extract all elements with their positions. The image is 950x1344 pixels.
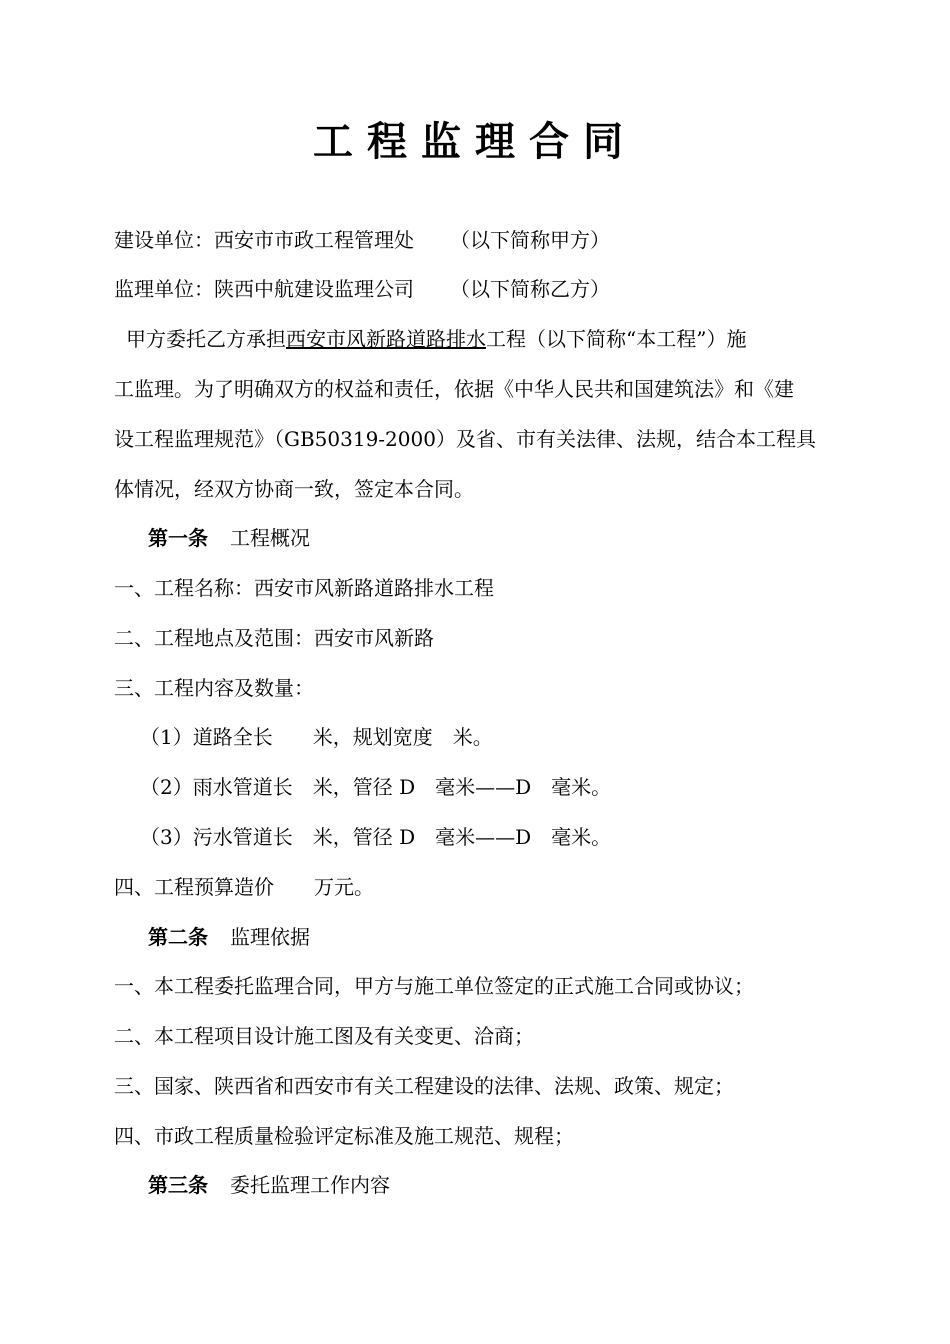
article-3-title: 委托监理工作内容 <box>230 1173 390 1197</box>
article-1-title: 工程概况 <box>230 526 310 550</box>
supervisor-name: 陕西中航建设监理公司 <box>214 277 414 301</box>
document-title: 工程监理合同 <box>313 118 637 165</box>
article-3-number: 第三条 <box>148 1173 208 1197</box>
article-1-subitem: （1）道路全长 米，规划宽度 米。 <box>140 725 493 749</box>
article-2-title: 监理依据 <box>230 925 310 949</box>
article-2-item: 三、国家、陕西省和西安市有关工程建设的法律、法规、政策、规定； <box>114 1074 734 1098</box>
article-2-item: 二、本工程项目设计施工图及有关变更、洽商； <box>114 1024 534 1048</box>
article-1-item: 三、工程内容及数量： <box>114 676 314 700</box>
supervisor-label: 监理单位： <box>114 277 214 301</box>
article-1-number: 第一条 <box>148 526 208 550</box>
supervisor-note: （以下简称乙方） <box>450 277 610 301</box>
article-2-item: 一、本工程委托监理合同，甲方与施工单位签定的正式施工合同或协议； <box>114 974 754 998</box>
intro-line-4: 体情况，经双方协商一致，签定本合同。 <box>114 477 474 501</box>
article-1-subitem: （3）污水管道长 米，管径 D 毫米——D 毫米。 <box>140 825 612 849</box>
builder-label: 建设单位： <box>114 228 214 252</box>
article-1-heading <box>148 523 878 553</box>
article-1-budget: 四、工程预算造价 万元。 <box>114 875 374 899</box>
article-2-number: 第二条 <box>148 925 208 949</box>
article-1-item: 一、工程名称：西安市风新路道路排水工程 <box>114 576 494 600</box>
builder-note: （以下简称甲方） <box>450 228 610 252</box>
builder-line <box>114 225 844 255</box>
article-2-heading <box>148 922 878 952</box>
builder-name: 西安市市政工程管理处 <box>214 228 414 252</box>
article-1-item: 二、工程地点及范围：西安市风新路 <box>114 626 434 650</box>
article-3-heading <box>148 1170 878 1200</box>
project-name-underlined: 西安市风新路道路排水 <box>286 327 486 351</box>
intro-post: 工程（以下简称“本工程”）施 <box>486 327 747 351</box>
supervisor-line <box>114 274 844 304</box>
intro-line-3: 设工程监理规范》（GB50319-2000）及省、市有关法律、法规，结合本工程具 <box>114 427 816 451</box>
intro-line-1 <box>126 324 856 354</box>
intro-line-2: 工监理。为了明确双方的权益和责任，依据《中华人民共和国建筑法》和《建 <box>114 377 794 401</box>
article-1-subitem: （2）雨水管道长 米，管径 D 毫米——D 毫米。 <box>140 775 612 799</box>
intro-pre: 甲方委托乙方承担 <box>126 327 286 351</box>
article-2-item: 四、市政工程质量检验评定标准及施工规范、规程； <box>114 1124 574 1148</box>
